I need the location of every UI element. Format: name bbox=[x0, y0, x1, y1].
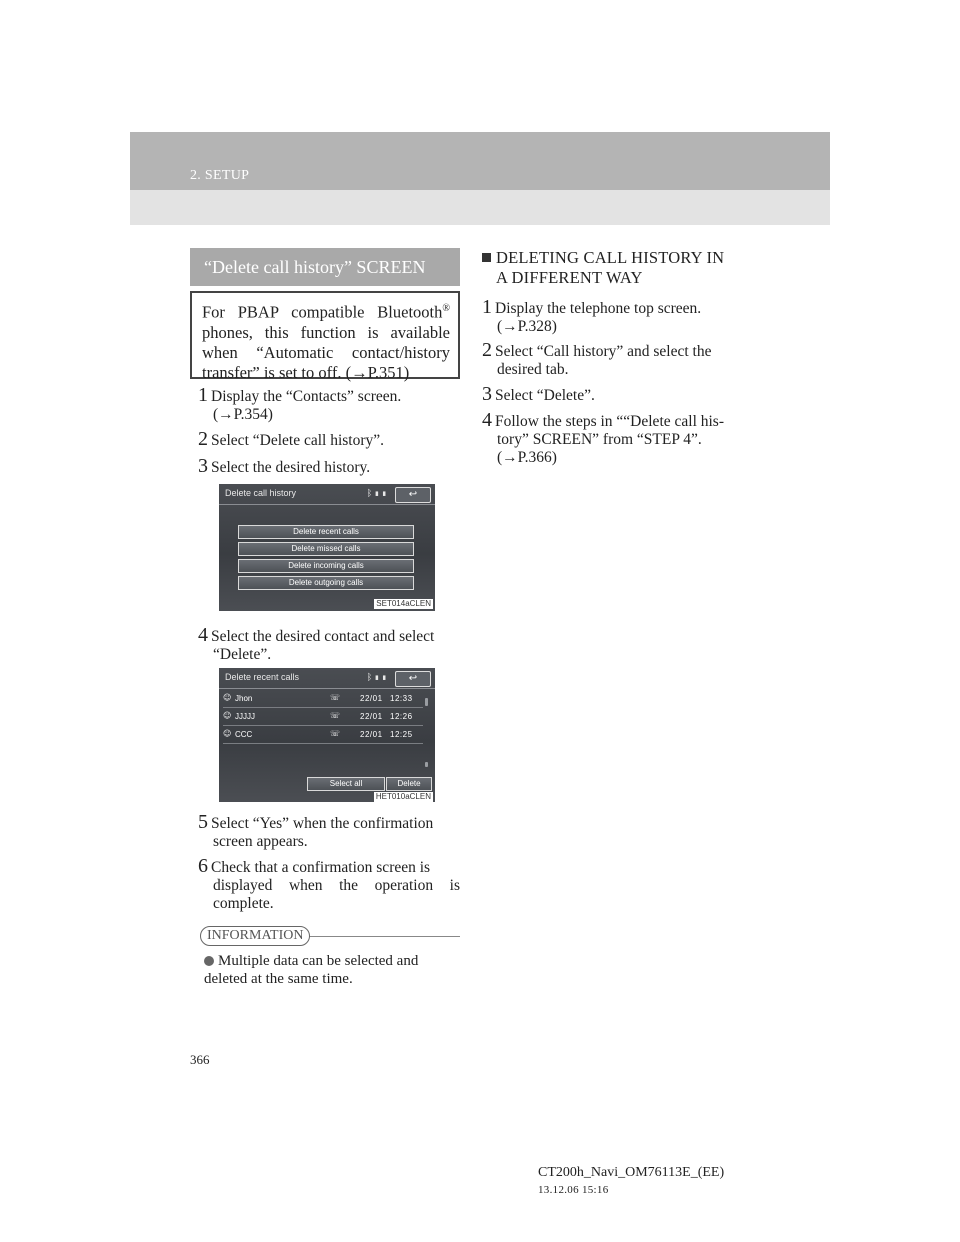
back-button[interactable]: ↩ bbox=[395, 671, 431, 687]
scrollbar-end[interactable] bbox=[425, 762, 428, 767]
delete-outgoing-calls-button[interactable]: Delete outgoing calls bbox=[238, 576, 414, 590]
step-number: 1 bbox=[198, 384, 208, 406]
step-2 bbox=[198, 430, 460, 450]
scrollbar-thumb[interactable] bbox=[425, 698, 428, 706]
bluetooth-icon: ᛒ bbox=[366, 672, 375, 682]
call-name: JJJJJ bbox=[235, 712, 255, 721]
step-5 bbox=[198, 813, 460, 851]
step-text-cont: desired tab. bbox=[497, 361, 569, 378]
step-text-cont: tory” SCREEN” from “STEP 4”. bbox=[497, 431, 702, 448]
screen-title: Delete recent calls bbox=[225, 672, 300, 682]
step-text-cont: (→P.354) bbox=[213, 406, 273, 423]
battery-icon: ▮ bbox=[381, 672, 389, 682]
call-date: 22/01 bbox=[360, 712, 383, 721]
compatibility-note bbox=[190, 291, 460, 382]
delete-button[interactable]: Delete bbox=[386, 777, 432, 791]
phone-icon: ☏ bbox=[330, 711, 341, 720]
delete-recent-calls-button[interactable]: Delete recent calls bbox=[238, 525, 414, 539]
step-number: 5 bbox=[198, 811, 208, 833]
note-rest: phones, this function is available when “Automatic contact/history transfer” is set to off. (→P.351) bbox=[202, 322, 450, 382]
step-text: Follow the steps in ““Delete call his- bbox=[495, 413, 724, 430]
step-4 bbox=[198, 626, 460, 664]
right-section-heading bbox=[482, 248, 744, 288]
battery-icon: ▮ bbox=[381, 488, 389, 498]
step-text-cont: displayed when the operation is complete. bbox=[213, 877, 460, 912]
step-text: Select “Delete”. bbox=[495, 387, 595, 404]
step-number: 1 bbox=[482, 296, 492, 318]
step-text-cont: “Delete”. bbox=[213, 646, 272, 663]
status-icons bbox=[367, 488, 389, 498]
information-rule bbox=[300, 936, 460, 937]
step-text: Check that a confirmation screen is bbox=[211, 859, 431, 876]
section-title: “Delete call history” SCREEN bbox=[190, 248, 460, 286]
step-number: 2 bbox=[198, 428, 208, 450]
call-name: CCC bbox=[235, 730, 253, 739]
screen-delete-recent-calls bbox=[219, 668, 435, 802]
select-all-button[interactable]: Select all bbox=[307, 777, 385, 791]
call-date: 22/01 bbox=[360, 730, 383, 739]
step-number: 4 bbox=[198, 624, 208, 646]
step-text-cont: (→P.328) bbox=[497, 318, 557, 335]
step-number: 2 bbox=[482, 339, 492, 361]
right-step-3 bbox=[482, 385, 744, 405]
step-text: Select “Call history” and select the bbox=[495, 343, 712, 360]
status-icons bbox=[367, 672, 389, 682]
screen-title: Delete call history bbox=[225, 488, 297, 498]
title-divider bbox=[219, 688, 435, 689]
call-row[interactable] bbox=[223, 691, 423, 708]
call-time: 12:25 bbox=[390, 730, 413, 739]
square-bullet-icon bbox=[482, 253, 491, 262]
footer-timestamp: 13.12.06 15:16 bbox=[538, 1184, 609, 1196]
call-row[interactable] bbox=[223, 709, 423, 726]
step-text-cont: (→P.366) bbox=[497, 449, 557, 466]
note-registered-mark: ® bbox=[442, 303, 450, 314]
heading-line: A DIFFERENT WAY bbox=[496, 268, 643, 287]
figure-code: SET014aCLEN bbox=[376, 599, 431, 608]
signal-icon: ▮ bbox=[374, 488, 382, 498]
screen-delete-call-history bbox=[219, 484, 435, 611]
title-divider bbox=[219, 504, 435, 505]
figure-code: HET010aCLEN bbox=[375, 792, 431, 801]
phone-icon: ☏ bbox=[330, 693, 341, 702]
person-icon: ☺ bbox=[223, 693, 232, 702]
signal-icon: ▮ bbox=[374, 672, 382, 682]
call-row[interactable] bbox=[223, 727, 423, 744]
step-6 bbox=[198, 857, 460, 913]
call-time: 12:26 bbox=[390, 712, 413, 721]
step-1 bbox=[198, 386, 460, 424]
step-text: Display the “Contacts” screen. bbox=[211, 388, 402, 405]
right-step-2 bbox=[482, 341, 744, 379]
step-text: Select “Yes” when the confirmation bbox=[211, 815, 434, 832]
header-subband bbox=[130, 190, 830, 225]
step-number: 3 bbox=[482, 383, 492, 405]
step-text: Select the desired history. bbox=[211, 459, 371, 476]
step-number: 6 bbox=[198, 855, 208, 877]
information-text bbox=[204, 952, 456, 988]
section-header: 2. SETUP bbox=[190, 168, 250, 183]
call-name: Jhon bbox=[235, 694, 253, 703]
delete-missed-calls-button[interactable]: Delete missed calls bbox=[238, 542, 414, 556]
right-step-1 bbox=[482, 298, 744, 336]
back-button[interactable]: ↩ bbox=[395, 487, 431, 503]
step-text-cont: screen appears. bbox=[213, 833, 308, 850]
person-icon: ☺ bbox=[223, 711, 232, 720]
bluetooth-icon: ᛒ bbox=[366, 488, 375, 498]
step-number: 3 bbox=[198, 455, 208, 477]
delete-incoming-calls-button[interactable]: Delete incoming calls bbox=[238, 559, 414, 573]
page-number: 366 bbox=[190, 1052, 210, 1067]
person-icon: ☺ bbox=[223, 729, 232, 738]
step-text: Select the desired contact and select bbox=[211, 628, 435, 645]
call-date: 22/01 bbox=[360, 694, 383, 703]
call-time: 12:33 bbox=[390, 694, 413, 703]
information-tag: INFORMATION bbox=[200, 926, 310, 946]
step-3 bbox=[198, 457, 460, 477]
step-text: Display the telephone top screen. bbox=[495, 300, 702, 317]
note-text: For PBAP compatible Bluetooth bbox=[202, 302, 443, 322]
information-body: Multiple data can be selected and deleted at the same time. bbox=[204, 953, 419, 987]
phone-icon: ☏ bbox=[330, 729, 341, 738]
right-step-4 bbox=[482, 411, 744, 467]
footer-document-id: CT200h_Navi_OM76113E_(EE) bbox=[538, 1165, 725, 1180]
step-text: Select “Delete call history”. bbox=[211, 432, 385, 449]
heading-line: DELETING CALL HISTORY IN bbox=[496, 248, 725, 267]
bullet-icon bbox=[204, 956, 214, 966]
step-number: 4 bbox=[482, 409, 492, 431]
